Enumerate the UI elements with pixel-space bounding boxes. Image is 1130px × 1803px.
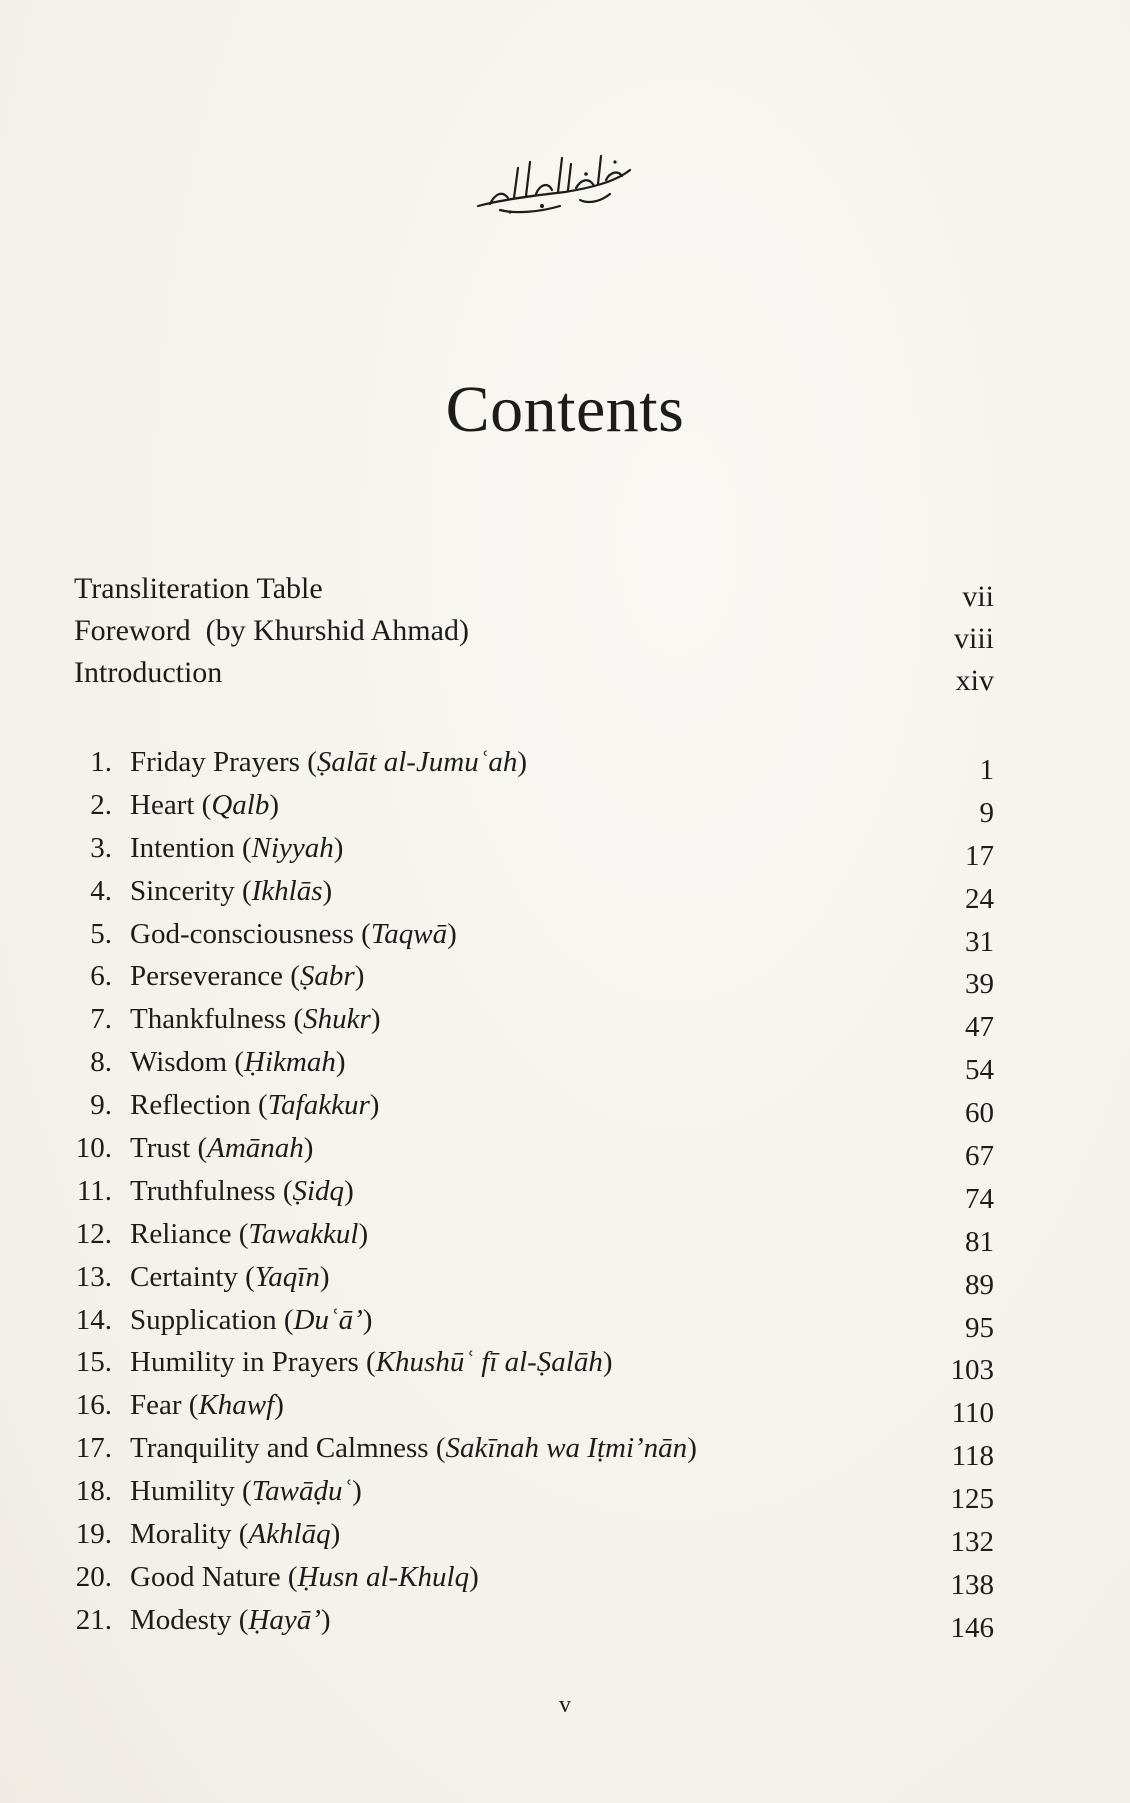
chapter-page: 31 — [965, 925, 994, 958]
chapter-title: Fear (Khawf) — [130, 1389, 284, 1422]
chapter-number: 2. — [90, 788, 112, 821]
chapter-title: Thankfulness (Shukr) — [130, 1003, 381, 1036]
chapter-arabic-term: Taqwā — [370, 917, 448, 950]
chapter-title: Modesty (Ḥayā’) — [130, 1603, 331, 1636]
chapter-number: 8. — [90, 1046, 112, 1079]
chapter-arabic-term: Ḥusn al-Khulq — [297, 1560, 470, 1593]
chapter-page: 60 — [965, 1097, 994, 1130]
chapter-arabic-term: Ṣidq — [292, 1174, 345, 1207]
front-matter-page: xiv — [955, 664, 994, 697]
chapter-title-text: Morality — [130, 1518, 232, 1551]
chapter-title: Intention (Niyyah) — [130, 831, 344, 864]
chapter-page: 89 — [965, 1268, 994, 1301]
chapter-page: 95 — [965, 1311, 994, 1344]
chapter-title-text: Thankfulness — [130, 1003, 287, 1036]
chapter-title: Certainty (Yaqīn) — [130, 1260, 330, 1293]
chapter-number: 4. — [90, 874, 112, 907]
chapter-arabic-term: Tafakkur — [267, 1089, 370, 1122]
chapter-title-text: Reliance — [130, 1217, 232, 1250]
chapter-title-text: Humility in Prayers — [130, 1346, 359, 1379]
chapter-page: 74 — [965, 1182, 994, 1215]
chapter-number: 17. — [75, 1432, 112, 1465]
chapter-entry — [60, 1385, 994, 1428]
chapter-number: 3. — [90, 831, 112, 864]
chapter-page: 9 — [979, 796, 994, 829]
page-folio: v — [559, 1692, 571, 1718]
chapter-arabic-term: Ḥayā’ — [248, 1603, 321, 1636]
chapter-arabic-term: Khawf — [198, 1389, 275, 1422]
chapter-entry — [60, 1471, 994, 1514]
chapter-arabic-term: Yaqīn — [254, 1260, 320, 1293]
chapter-page: 138 — [950, 1568, 994, 1601]
chapter-number: 9. — [90, 1089, 112, 1122]
chapter-arabic-term: Ḥikmah — [244, 1046, 336, 1079]
chapter-entry — [60, 1214, 994, 1257]
chapter-title-text: Wisdom — [130, 1046, 228, 1079]
chapter-title: Heart (Qalb) — [130, 788, 279, 821]
chapter-title: Friday Prayers (Ṣalāt al-Jumuʿah) — [130, 746, 528, 778]
chapter-entry — [60, 1042, 994, 1085]
chapter-page: 103 — [950, 1354, 994, 1387]
chapter-page: 118 — [951, 1440, 994, 1473]
chapter-title: Truthfulness (Ṣidq) — [130, 1174, 354, 1207]
chapter-entry — [60, 1428, 994, 1471]
front-matter-label: Transliteration Table — [74, 572, 323, 605]
chapter-page: 17 — [965, 839, 994, 872]
chapter-title-text: Certainty — [130, 1260, 238, 1293]
chapter-page: 67 — [965, 1140, 994, 1173]
chapter-entry — [60, 871, 994, 914]
front-matter-page: viii — [953, 622, 994, 655]
chapter-arabic-term: Shukr — [303, 1003, 371, 1036]
chapter-entry — [60, 1342, 994, 1385]
chapter-page: 54 — [965, 1054, 994, 1087]
chapter-title-text: Good Nature — [130, 1560, 281, 1593]
chapter-arabic-term: Qalb — [211, 788, 270, 821]
chapter-number: 19. — [75, 1518, 112, 1551]
chapter-number: 6. — [90, 960, 112, 993]
chapter-entry — [60, 1257, 994, 1300]
chapter-title-text: Fear — [130, 1389, 182, 1422]
chapter-number: 10. — [75, 1132, 112, 1165]
chapter-title-text: Heart — [130, 788, 195, 821]
chapter-page: 81 — [965, 1225, 994, 1258]
chapter-title: Supplication (Duʿā’) — [130, 1303, 373, 1336]
chapter-arabic-term: Tawakkul — [248, 1217, 359, 1250]
chapter-arabic-term: Tawāḍuʿ — [251, 1475, 353, 1508]
chapter-title: Trust (Amānah) — [130, 1132, 314, 1165]
chapter-title: Tranquility and Calmness (Sakīnah wa Iṭmi’nān) — [130, 1432, 697, 1465]
chapter-number: 16. — [75, 1389, 112, 1422]
chapter-title-text: Trust — [130, 1132, 191, 1165]
chapter-title: Reflection (Tafakkur) — [130, 1089, 380, 1122]
chapter-number: 11. — [76, 1174, 112, 1207]
chapter-arabic-term: Sakīnah wa Iṭmi’nān — [445, 1432, 688, 1465]
chapter-title: Sincerity (Ikhlās) — [130, 874, 333, 907]
chapter-entry — [60, 785, 994, 828]
page-title: Contents — [445, 373, 685, 446]
front-matter-item — [74, 568, 994, 613]
chapter-number: 21. — [75, 1603, 112, 1636]
chapter-arabic-term: Duʿā’ — [293, 1303, 363, 1336]
front-matter-item — [74, 610, 994, 655]
chapter-entry — [60, 1557, 994, 1600]
bismillah-calligraphy-icon — [470, 148, 640, 218]
chapter-title: Wisdom (Ḥikmah) — [130, 1046, 346, 1079]
chapter-page: 1 — [979, 754, 994, 786]
chapter-arabic-term: Ikhlās — [251, 874, 323, 907]
chapter-title-text: Reflection — [130, 1089, 251, 1122]
chapter-list — [60, 742, 994, 1643]
chapter-page: 125 — [950, 1483, 994, 1516]
chapter-title-text: Modesty — [130, 1603, 232, 1636]
chapter-title: Humility (Tawāḍuʿ) — [130, 1475, 362, 1508]
chapter-title: God-consciousness (Taqwā) — [130, 917, 457, 950]
chapter-title-text: Friday Prayers — [130, 746, 300, 778]
chapter-title-text: Intention — [130, 831, 235, 864]
chapter-number: 5. — [90, 917, 112, 950]
chapter-entry — [60, 1600, 994, 1643]
chapter-arabic-term: Khushūʿ fī al-Ṣalāh — [375, 1346, 603, 1379]
chapter-number: 20. — [75, 1560, 112, 1593]
chapter-page: 47 — [965, 1011, 994, 1044]
chapter-arabic-term: Amānah — [207, 1132, 304, 1165]
chapter-entry — [60, 914, 994, 957]
chapter-arabic-term: Ṣabr — [299, 960, 355, 993]
chapter-arabic-term: Niyyah — [251, 831, 334, 864]
chapter-entry — [60, 828, 994, 871]
chapter-page: 110 — [951, 1397, 994, 1430]
chapter-entry — [60, 1171, 994, 1214]
chapter-number: 14. — [75, 1303, 112, 1336]
chapter-page: 132 — [950, 1526, 994, 1559]
chapter-title-text: Supplication — [130, 1303, 277, 1336]
chapter-page: 39 — [965, 968, 994, 1001]
chapter-entry — [60, 1128, 994, 1171]
chapter-arabic-term: Ṣalāt al-Jumuʿah — [316, 746, 518, 778]
chapter-page: 24 — [965, 882, 994, 915]
chapter-number: 18. — [75, 1475, 112, 1508]
chapter-title-text: Sincerity — [130, 874, 235, 907]
chapter-title: Morality (Akhlāq) — [130, 1518, 341, 1551]
chapter-entry — [60, 742, 994, 785]
front-matter-label: Introduction — [74, 656, 223, 689]
chapter-number: 7. — [90, 1003, 112, 1036]
chapter-entry — [60, 956, 994, 999]
chapter-entry — [60, 1514, 994, 1557]
front-matter-page: vii — [962, 580, 994, 613]
chapter-title: Good Nature (Ḥusn al-Khulq) — [130, 1560, 479, 1593]
chapter-entry — [60, 1300, 994, 1343]
chapter-number: 15. — [75, 1346, 112, 1379]
chapter-title-text: Tranquility and Calmness — [130, 1432, 429, 1465]
chapter-title-text: Truthfulness — [130, 1174, 276, 1207]
chapter-number: 1. — [90, 746, 112, 778]
chapter-entry — [60, 999, 994, 1042]
chapter-title: Humility in Prayers (Khushūʿ fī al-Ṣalāh) — [130, 1346, 613, 1379]
chapter-title-text: Perseverance — [130, 960, 283, 993]
front-matter-item — [74, 652, 994, 697]
chapter-title-text: God-consciousness — [130, 917, 354, 950]
chapter-title: Reliance (Tawakkul) — [130, 1217, 369, 1250]
front-matter-label: Foreword (by Khurshid Ahmad) — [74, 614, 469, 647]
chapter-title-text: Humility — [130, 1475, 235, 1508]
chapter-number: 13. — [75, 1260, 112, 1293]
chapter-number: 12. — [75, 1217, 112, 1250]
front-matter-list — [74, 568, 994, 697]
chapter-entry — [60, 1085, 994, 1128]
chapter-title: Perseverance (Ṣabr) — [130, 960, 365, 993]
chapter-page: 146 — [950, 1611, 994, 1644]
chapter-arabic-term: Akhlāq — [248, 1518, 331, 1551]
